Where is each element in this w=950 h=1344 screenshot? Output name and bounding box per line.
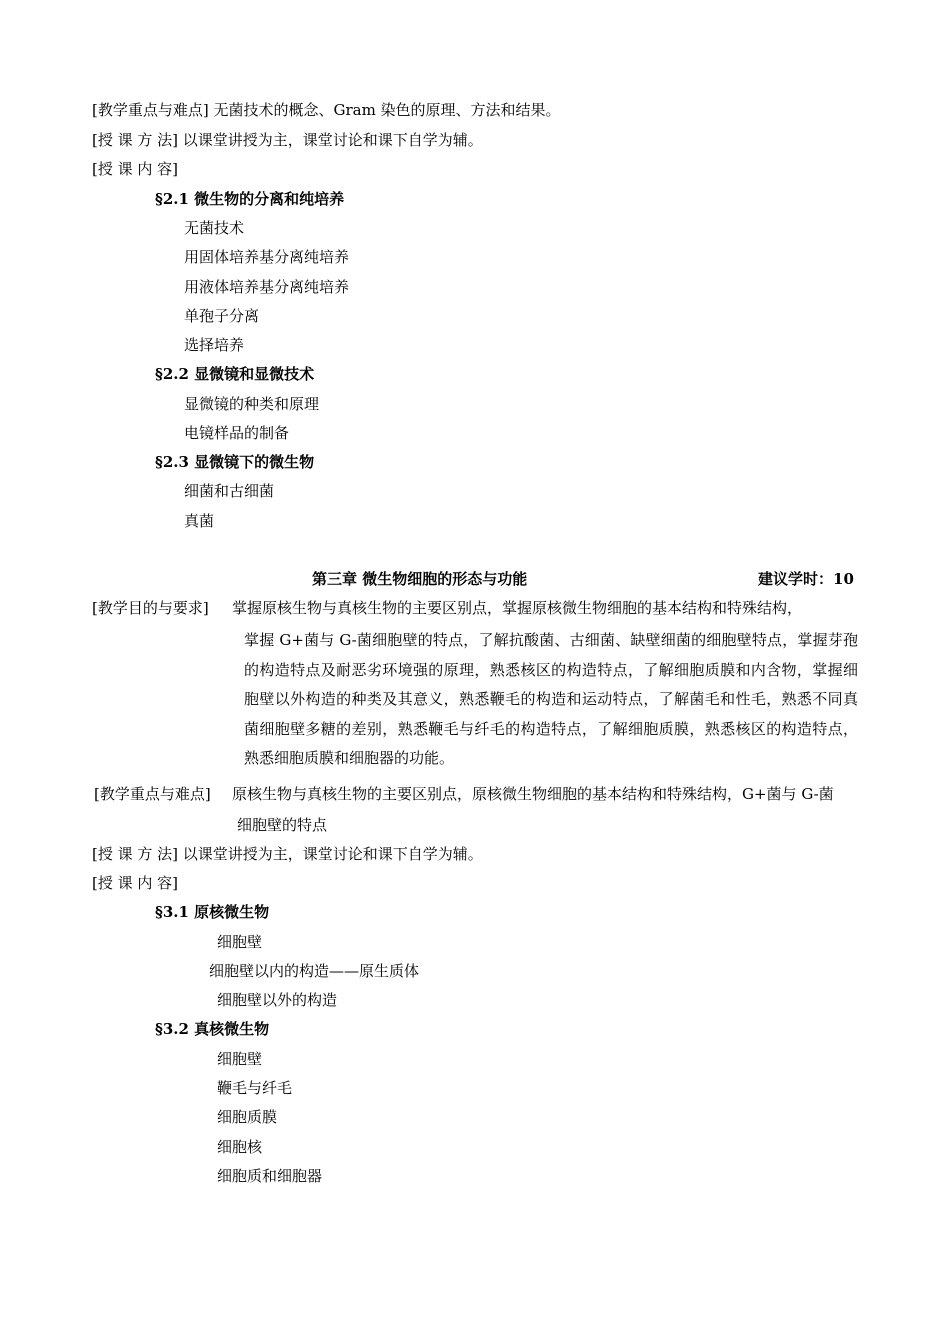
- list-item: 鞭毛与纤毛: [217, 1079, 293, 1097]
- list-item: 电镜样品的制备: [184, 424, 290, 442]
- ch2-key-points: [教学重点与难点] 无菌技术的概念、Gram 染色的原理、方法和结果。: [92, 101, 561, 119]
- list-item: 显微镜的种类和原理: [184, 395, 320, 413]
- ch3-key-label: [教学重点与难点]: [94, 785, 211, 803]
- list-item: 用液体培养基分离纯培养: [184, 278, 350, 296]
- ch3-content-label: [授 课 内 容]: [92, 874, 179, 892]
- list-item: 选择培养: [184, 336, 245, 354]
- list-item: 无菌技术: [184, 219, 245, 237]
- list-item: 用固体培养基分离纯培养: [184, 248, 350, 266]
- list-item: 真菌: [184, 512, 215, 530]
- ch3-objectives-text: 掌握 G+菌与 G-菌细胞壁的特点，了解抗酸菌、古细菌、缺壁细菌的细胞壁特点，掌握芽孢的构造特点及耐恶劣环境强的原理，熟悉核区的构造特点，了解细胞质膜和内含物，掌握细胞壁以外构造的种类及其意义，熟悉鞭毛的构造和运动特点，了解菌毛和性毛，熟悉不同真菌细胞壁多糖的差别，熟悉鞭毛与纤毛的构造特点，了解细胞质膜，熟悉核区的构造特点，熟悉细胞质膜和细胞器的功能。: [244, 631, 858, 767]
- ch3-key-first-line: 原核生物与真核生物的主要区别点，原核微生物细胞的基本结构和特殊结构，G+菌与 G-菌: [232, 785, 834, 803]
- list-item: 细胞质和细胞器: [217, 1167, 323, 1185]
- ch2-teaching-method: [授 课 方 法] 以课堂讲授为主，课堂讨论和课下自学为辅。: [92, 131, 483, 149]
- section-2-3-title: §2.3 显微镜下的微生物: [155, 453, 315, 471]
- chapter-3-hours: 建议学时：10: [758, 570, 854, 588]
- list-item: 细胞核: [217, 1138, 263, 1156]
- section-3-2-title: §3.2 真核微生物: [155, 1020, 270, 1038]
- list-item: 细胞壁以外的构造: [217, 991, 338, 1009]
- ch3-key-second-line: 细胞壁的特点: [237, 816, 328, 834]
- list-item: 细菌和古细菌: [184, 482, 275, 500]
- ch3-objectives-label: [教学目的与要求]: [92, 599, 209, 617]
- list-item: 单孢子分离: [184, 307, 260, 325]
- list-item: 细胞壁: [217, 1050, 263, 1068]
- ch3-objectives-first-line: 掌握原核生物与真核生物的主要区别点，掌握原核微生物细胞的基本结构和特殊结构，: [232, 599, 803, 617]
- ch3-teaching-method: [授 课 方 法] 以课堂讲授为主，课堂讨论和课下自学为辅。: [92, 845, 483, 863]
- section-2-2-title: §2.2 显微镜和显微技术: [155, 365, 315, 383]
- section-2-1-title: §2.1 微生物的分离和纯培养: [155, 190, 345, 208]
- section-3-1-title: §3.1 原核微生物: [155, 903, 270, 921]
- list-item: 细胞壁以内的构造——原生质体: [209, 962, 420, 980]
- chapter-3-title: 第三章 微生物细胞的形态与功能: [312, 570, 528, 588]
- ch2-content-label: [授 课 内 容]: [92, 160, 179, 178]
- list-item: 细胞质膜: [217, 1108, 278, 1126]
- list-item: 细胞壁: [217, 933, 263, 951]
